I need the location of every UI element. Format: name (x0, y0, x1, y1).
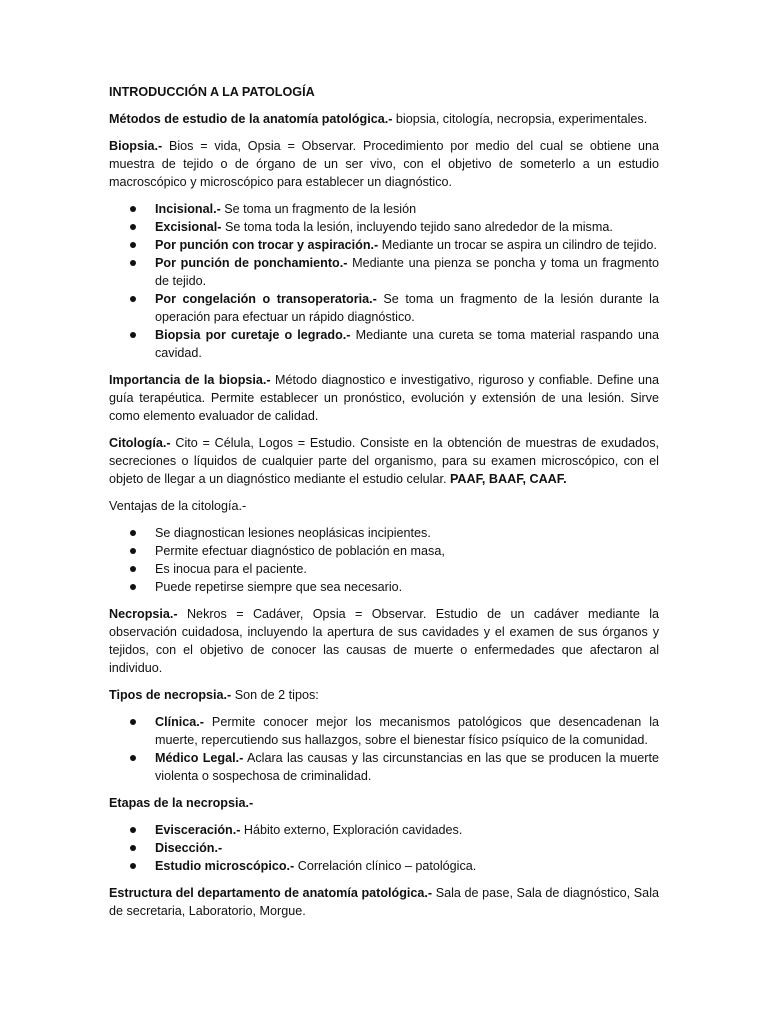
item-term: Estudio microscópico.- (155, 859, 295, 873)
bullet-icon (130, 206, 136, 212)
citologia-tail: PAAF, BAAF, CAAF. (449, 472, 567, 486)
item-term: Biopsia por curetaje o legrado.- (155, 328, 351, 342)
necropsia-term: Necropsia.- (109, 607, 178, 621)
etapas-list (109, 821, 659, 875)
bullet-icon (130, 755, 136, 761)
list-item (109, 578, 659, 596)
tipos-paragraph (109, 686, 659, 704)
bullet-icon (130, 242, 136, 248)
list-item (109, 839, 659, 857)
bullet-icon (130, 224, 136, 230)
list-item (109, 821, 659, 839)
list-item (109, 560, 659, 578)
ventajas-heading: Ventajas de la citología.- (109, 499, 247, 513)
tipos-term: Tipos de necropsia.- (109, 688, 232, 702)
ventajas-list (109, 524, 659, 596)
list-item (109, 218, 659, 236)
bullet-icon (130, 332, 136, 338)
item-term: Clínica.- (155, 715, 204, 729)
list-item (109, 857, 659, 875)
bullet-icon (130, 530, 136, 536)
importancia-paragraph (109, 371, 659, 425)
etapas-heading: Etapas de la necropsia.- (109, 796, 254, 810)
item-text: Correlación clínico – patológica. (294, 859, 477, 873)
document-title: INTRODUCCIÓN A LA PATOLOGÍA (109, 85, 315, 99)
estructura-text: Sala de pase, Sala de diagnóstico, Sala de secretaria, Laboratorio, Morgue. (109, 886, 659, 918)
item-text: Se toma toda la lesión, incluyendo tejido sano alrededor de la misma. (221, 220, 613, 234)
metodos-term: Métodos de estudio de la anatomía patológica.- (109, 112, 393, 126)
item-text: Permite efectuar diagnóstico de población en masa, (155, 544, 445, 558)
item-term: Excisional- (155, 220, 222, 234)
metodos-paragraph (109, 110, 659, 128)
item-term: Evisceración.- (155, 823, 241, 837)
list-item (109, 713, 659, 749)
bullet-icon (130, 719, 136, 725)
citologia-paragraph (109, 434, 659, 488)
item-text: Permite conocer mejor los mecanismos patológicos que desencadenan la muerte, repercutiendo sus hallazgos, sobre el bienestar físico psíquico de la comunidad. (155, 715, 659, 747)
list-item (109, 542, 659, 560)
biopsia-text: Bios = vida, Opsia = Observar. Procedimiento por medio del cual se obtiene una muestra de tejido o de órgano de un ser vivo, con el objetivo de someterlo a un estudio macroscópico y microscópico para establecer un diagnóstico. (109, 139, 659, 189)
citologia-term: Citología.- (109, 436, 171, 450)
necropsia-paragraph (109, 605, 659, 677)
item-text: Mediante una cureta se toma material raspando una cavidad. (155, 328, 659, 360)
bullet-icon (130, 827, 136, 833)
bullet-icon (130, 584, 136, 590)
item-term: Incisional.- (155, 202, 221, 216)
metodos-text: biopsia, citología, necropsia, experimentales. (392, 112, 648, 126)
importancia-term: Importancia de la biopsia.- (109, 373, 271, 387)
biopsia-types-list (109, 200, 659, 362)
necropsia-text: Nekros = Cadáver, Opsia = Observar. Estudio de un cadáver mediante la observación cuidadosa, incluyendo la apertura de sus cavidades y el examen de sus órganos y tejidos, con el objetivo de conocer las causas de muerte o enfermedades que afectaron al individuo. (109, 607, 659, 675)
list-item (109, 236, 659, 254)
item-term: Por punción con trocar y aspiración.- (155, 238, 379, 252)
list-item (109, 524, 659, 542)
item-text: Mediante una pienza se poncha y toma un fragmento de tejido. (155, 256, 660, 288)
list-item (109, 290, 659, 326)
item-text: Aclara las causas y las circunstancias en las que se producen la muerte violenta o sospechosa de criminalidad. (155, 751, 659, 783)
item-term: Médico Legal.- (155, 751, 244, 765)
list-item (109, 200, 659, 218)
bullet-icon (130, 260, 136, 266)
document-page (109, 83, 659, 929)
bullet-icon (130, 548, 136, 554)
item-text: Puede repetirse siempre que sea necesario. (155, 580, 403, 594)
estructura-paragraph (109, 884, 659, 920)
bullet-icon (130, 863, 136, 869)
item-text: Se toma un fragmento de la lesión durante la operación para efectuar un rápido diagnóstico. (155, 292, 659, 324)
biopsia-term: Biopsia.- (109, 139, 163, 153)
bullet-icon (130, 845, 136, 851)
tipos-list (109, 713, 659, 785)
item-text: Se toma un fragmento de la lesión (220, 202, 417, 216)
estructura-term: Estructura del departamento de anatomía patológica.- (109, 886, 433, 900)
tipos-text: Son de 2 tipos: (231, 688, 319, 702)
importancia-text: Método diagnostico e investigativo, riguroso y confiable. Define una guía terapéutica. Permite establecer un pronóstico, evolución y extensión de una lesión. Sirve como elemento evaluador de calidad. (109, 373, 659, 423)
list-item (109, 749, 659, 785)
biopsia-paragraph (109, 137, 659, 191)
item-term: Por punción de ponchamiento.- (155, 256, 348, 270)
item-term: Disección.- (155, 841, 223, 855)
bullet-icon (130, 566, 136, 572)
bullet-icon (130, 296, 136, 302)
citologia-text: Cito = Célula, Logos = Estudio. Consiste en la obtención de muestras de exudados, secreciones o líquidos de cualquier parte del organismo, para su examen microscópico, con el objeto de llegar a un diagnóstico mediante el estudio celular. (109, 436, 659, 486)
item-term: Por congelación o transoperatoria.- (155, 292, 377, 306)
list-item (109, 326, 659, 362)
item-text: Se diagnostican lesiones neoplásicas incipientes. (155, 526, 431, 540)
list-item (109, 254, 659, 290)
item-text: Mediante un trocar se aspira un cilindro de tejido. (378, 238, 657, 252)
item-text: Es inocua para el paciente. (155, 562, 307, 576)
item-text: Hábito externo, Exploración cavidades. (240, 823, 463, 837)
